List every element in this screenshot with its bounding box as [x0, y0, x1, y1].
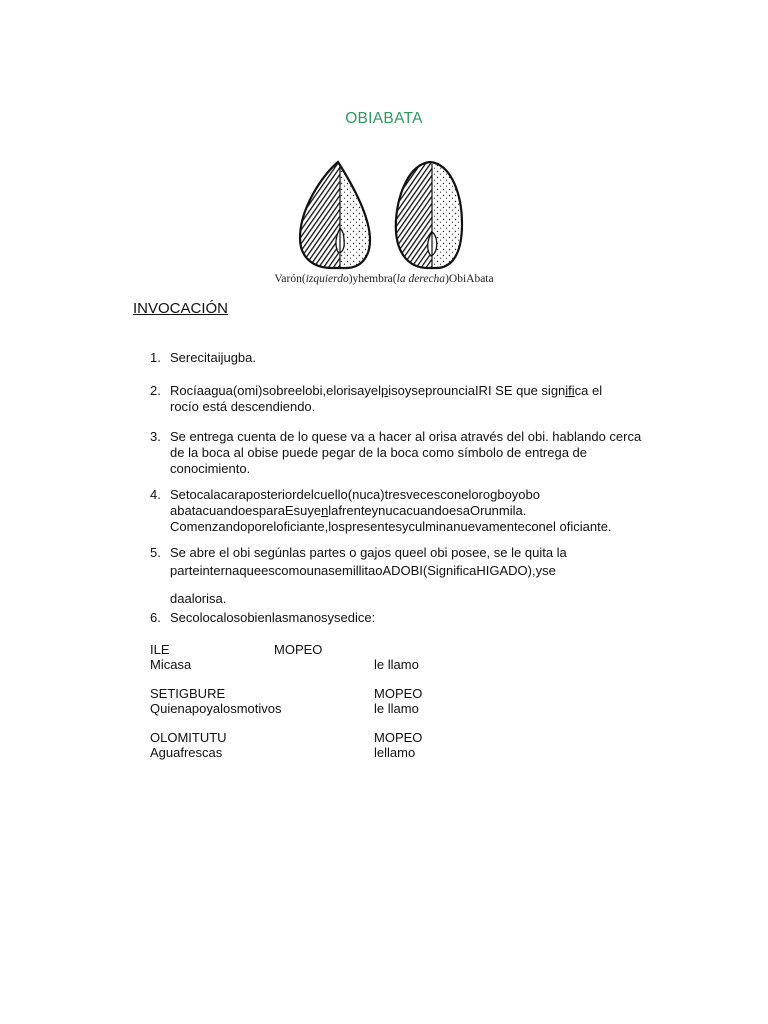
chant-yoruba: SETIGBURE	[150, 686, 226, 701]
chant-reply: lellamo	[374, 745, 416, 760]
chant-yoruba: ILE	[150, 642, 170, 657]
male-seed-icon	[300, 162, 370, 268]
chant-response: MOPEO	[274, 642, 323, 657]
chant-response: MOPEO	[374, 686, 423, 701]
page-title: OBIABATA	[345, 110, 423, 127]
chant-response: MOPEO	[374, 730, 423, 745]
chant-reply: le llamo	[374, 701, 419, 716]
female-seed-icon	[396, 162, 462, 268]
chant-reply: le llamo	[374, 657, 419, 672]
section-heading: INVOCACIÓN	[133, 300, 229, 317]
chant-meaning: Quienapoyalosmotivos	[150, 701, 282, 716]
chant-meaning: Micasa	[150, 657, 192, 672]
chant-meaning: Aguafrescas	[150, 745, 223, 760]
obi-abata-seeds-illustration	[292, 158, 472, 272]
figure-caption: Varón(izquierdo)yhembra(la derecha)ObiAbata	[274, 273, 494, 285]
chant-yoruba: OLOMITUTU	[150, 730, 227, 745]
